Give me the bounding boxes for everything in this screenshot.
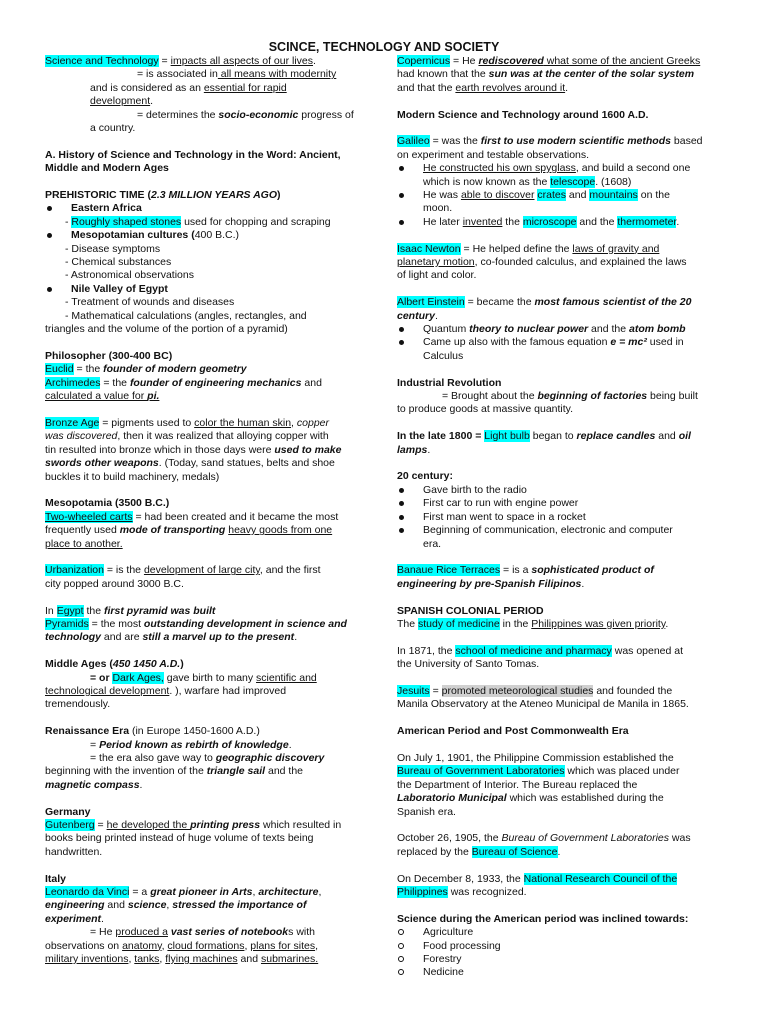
list-item: Agriculture xyxy=(397,926,722,939)
list-item: He later invented the microscope and the thermometer. xyxy=(397,216,722,229)
list-item: Beginning of communication, electronic and computer xyxy=(397,524,722,537)
section-heading: A. History of Science and Technology in the Word: Ancient, xyxy=(45,148,341,161)
section-heading: Mesopotamia (3500 B.C.) xyxy=(45,497,170,510)
right-column: Copernicus = He rediscovered what some of the ancient Greeks had known that the sun was at the center of the solar system and that the earth revolves around it. Modern Science and Technology around 1600 A.D. Galileo = was the first to use modern scientific methods based on experiment and testable observations. He constructed his own spyglass, and build a second one which is now known as the telescope. (1608) He was able to discover crates and mountains on the moon. He later invented the microscope and the thermometer. Isaac Newton = He helped define the laws of gravity and planetary motion, co-founded calculus, and explained the laws of light and color. Albert Einstein = became the most famous scientist of the 20 century. Quantum theory to nuclear power and the atom bomb Came up also with the famous equation e = mc² used in Calculus Industrial Revolution = Brought about the beginning of factories being built to produce goods at massive quantity. In the late 1800 = Light bulb began to replace candles and oil lamps. 20 century: Gave birth to the radio First car to run with engine power First man went to space in a rocket Beginning of communication, electronic and computer era. Banaue Rice Terraces = is a sophisticated product of engineering by pre-Spanish Filipinos. SPANISH COLONIAL PERIOD The study of medicine in the Philippines was given priority. In 1871, the school of medicine and pharmacy was opened at the University of Santo Tomas. Jesuits = promoted meteorological studies and founded the Manila Observatory at the Ateneo Municipal de Manila in 1865. American Period and Post Commonwealth Era On July 1, 1901, the Philippine Commission established the Bureau of Government Laboratories which was placed under the Department of Interior. The Bureau replaced the Laboratorio Municipal which was established during the Spanish era. October 26, 1905, the Bureau of Government Laboratories was replaced by the Bureau of Science. On December 8, 1933, the National Research Council of the Philippines was recognized. Science during the American period was inclined towards: Agriculture Food processing Forestry Nedicine xyxy=(397,55,722,980)
section-heading: 20 century: xyxy=(397,470,454,483)
list-item: Gave birth to the radio xyxy=(397,484,722,497)
list-item: Forestry xyxy=(397,953,722,966)
section-heading: Italy xyxy=(45,872,67,885)
list-item: Eastern Africa xyxy=(45,202,370,215)
section-heading: Middle and Modern Ages xyxy=(45,162,169,175)
section-heading: American Period and Post Commonwealth Era xyxy=(397,725,629,738)
list-item: Food processing xyxy=(397,940,722,953)
section-heading: Philosopher (300-400 BC) xyxy=(45,349,173,362)
list-item: First car to run with engine power xyxy=(397,497,722,510)
section-heading: Industrial Revolution xyxy=(397,376,502,389)
paragraph: Science and Technology = impacts all aspects of our lives. xyxy=(45,55,316,67)
section-heading: Germany xyxy=(45,805,91,818)
list-item: Came up also with the famous equation e = mc² used in xyxy=(397,336,722,349)
left-column: Science and Technology = impacts all aspects of our lives. = is associated in all means with modernity and is considered as an essential for rapid development. = determines the socio-economic progress of a country. A. History of Science and Technology in the Word: Ancient, Middle and Modern Ages PREHISTORIC TIME (2.3 MILLION YEARS AGO) Eastern Africa - Roughly shaped stones used for chopping and scraping Mesopotamian cultures (400 B.C.) - Disease symptoms - Chemical substances - Astronomical observations Nile Valley of Egypt - Treatment of wounds and diseases - Mathematical calculations (angles, rectangles, and triangles and the volume of the portion of a pyramid) Philosopher (300-400 BC) Euclid = the founder of modern geometry Archimedes = the founder of engineering mechanics and calculated a value for pi. Bronze Age = pigments used to color the human skin, copper was discovered, then it was realized that alloying copper with tin resulted into bronze which in those days were used to make swords other weapons. (Today, sand statues, belts and shoe buckles it to build machinery, medals) Mesopotamia (3500 B.C.) Two-wheeled carts = had been created and it became the most frequently used mode of transporting heavy goods from one place to another. Urbanization = is the development of large city, and the first city popped around 3000 B.C. In Egypt the first pyramid was built Pyramids = the most outstanding development in science and technology and are still a marvel up to the present. Middle Ages (450 1450 A.D.) = or Dark Ages, gave birth to many scientific and technological development. ), warfare had improved tremendously. Renaissance Era (in Europe 1450-1600 A.D.) = Period known as rebirth of knowledge. = the era also gave way to geographic discovery beginning with the invention of the triangle sail and the magnetic compass. Germany Gutenberg = he developed the printing press which resulted in books being printed instead of huge volume of texts being handwritten. Italy Leonardo da Vinci = a great pioneer in Arts, architecture, engineering and science, stressed the importance of experiment. = He produced a vast series of notebooks with observations on anatomy, cloud formations, plans for sites, military inventions, tanks, flying machines and submarines. xyxy=(45,55,370,966)
section-heading: SPANISH COLONIAL PERIOD xyxy=(397,604,544,617)
page-title: SCINCE, TECHNOLOGY AND SOCIETY xyxy=(268,40,500,54)
section-heading: Middle Ages (450 1450 A.D.) xyxy=(45,658,184,671)
list-item: He was able to discover crates and mountains on the xyxy=(397,189,722,202)
section-heading: PREHISTORIC TIME (2.3 MILLION YEARS AGO) xyxy=(45,189,281,202)
list-item: First man went to space in a rocket xyxy=(397,511,722,524)
section-heading: Science during the American period was inclined towards: xyxy=(397,912,689,925)
list-item: Nedicine xyxy=(397,966,722,979)
list-item: Mesopotamian cultures (400 B.C.) xyxy=(45,229,370,242)
section-heading: Modern Science and Technology around 1600 A.D. xyxy=(397,108,649,121)
list-item: Quantum theory to nuclear power and the atom bomb xyxy=(397,323,722,336)
list-item: Nile Valley of Egypt xyxy=(45,283,370,296)
list-item: He constructed his own spyglass, and build a second one xyxy=(397,162,722,175)
